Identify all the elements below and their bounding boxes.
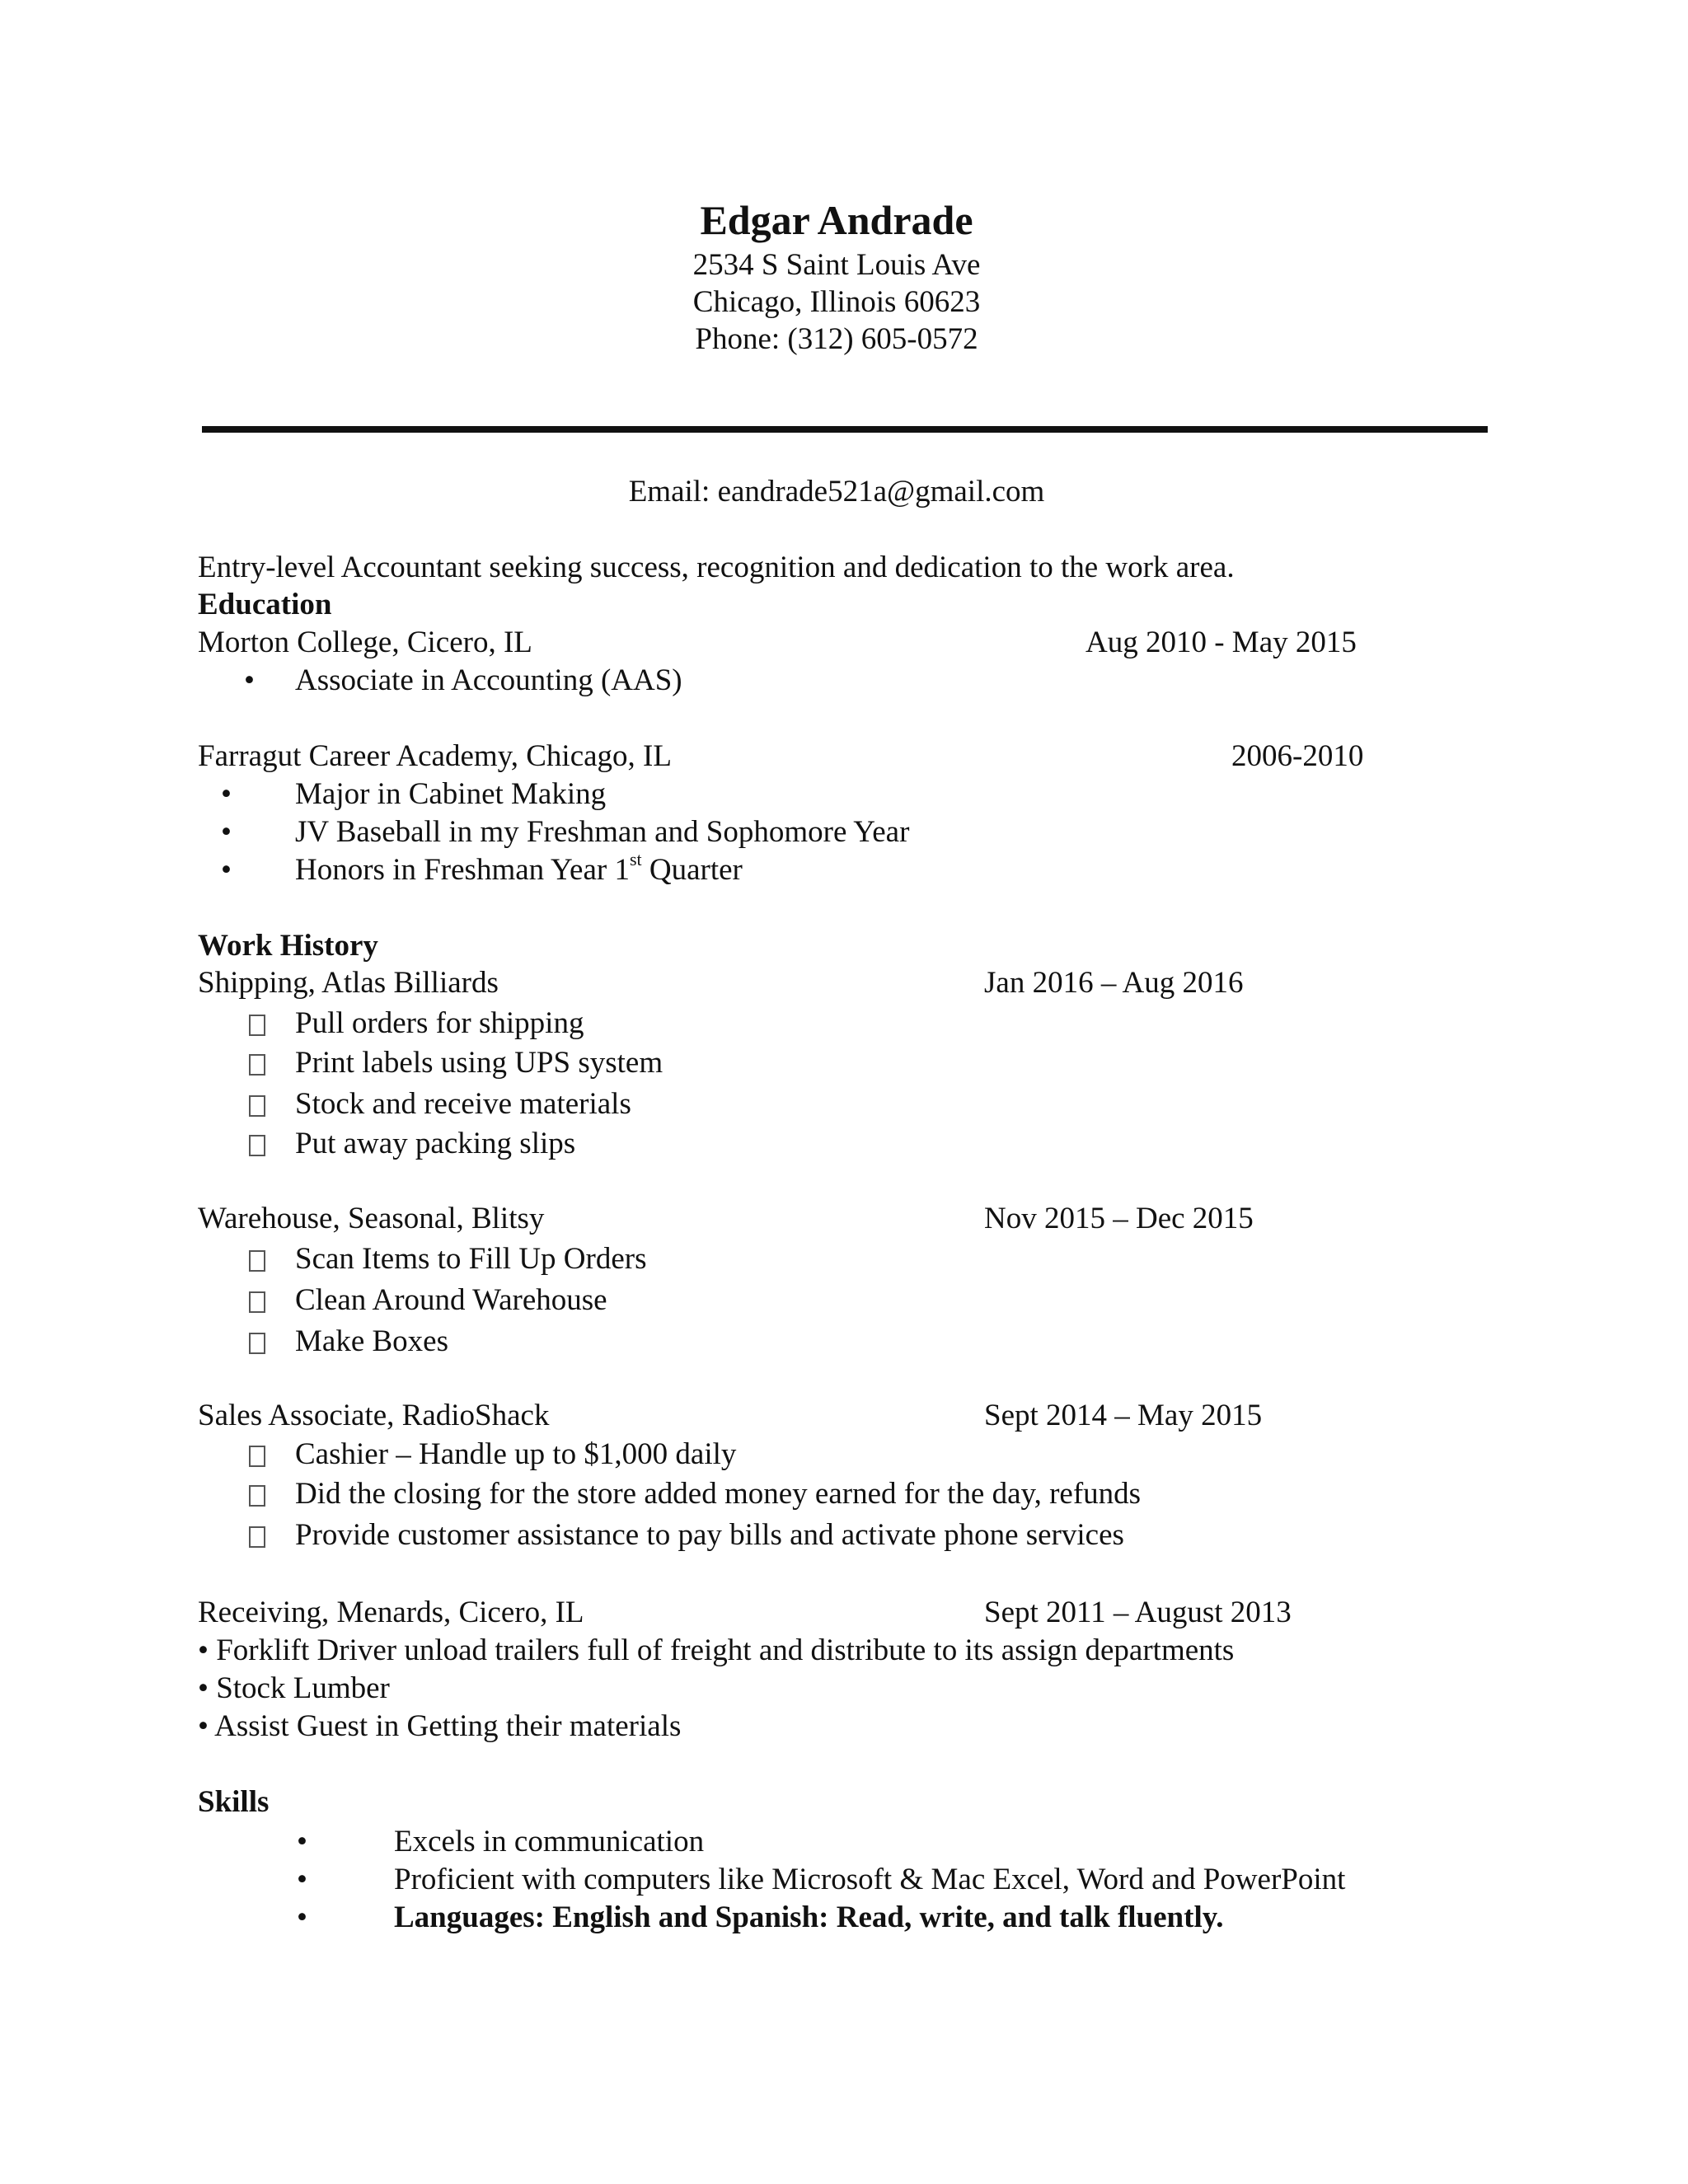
job-bullet: • Assist Guest in Getting their materials: [198, 1709, 682, 1743]
job-bullet: Put away packing slips: [295, 1127, 576, 1160]
checkbox-bullet-icon: [249, 1095, 265, 1117]
job-bullet: Cashier – Handle up to $1,000 daily: [295, 1437, 737, 1471]
skill-item-languages: Languages: English and Spanish: Read, write, and talk fluently.: [394, 1900, 1224, 1934]
education-school: Farragut Career Academy, Chicago, IL: [198, 739, 672, 773]
job-title: Sales Associate, RadioShack: [198, 1399, 550, 1432]
education-school: Morton College, Cicero, IL: [198, 626, 532, 659]
skill-item: Excels in communication: [394, 1825, 705, 1858]
checkbox-bullet-icon: [249, 1333, 265, 1354]
address-line-2: Chicago, Illinois 60623: [692, 285, 981, 319]
bullet-marker: •: [221, 777, 232, 811]
checkbox-bullet-icon: [249, 1526, 265, 1548]
job-title: Receiving, Menards, Cicero, IL: [198, 1596, 584, 1629]
email-address: Email: eandrade521a@gmail.com: [628, 475, 1045, 509]
phone-number: Phone: (312) 605-0572: [695, 322, 978, 356]
job-bullet: Scan Items to Fill Up Orders: [295, 1242, 647, 1276]
checkbox-bullet-icon: [249, 1250, 265, 1272]
applicant-name: Edgar Andrade: [700, 197, 973, 243]
bullet-marker: •: [221, 853, 232, 887]
work-history-heading: Work History: [198, 929, 378, 963]
education-heading: Education: [198, 588, 332, 621]
checkbox-bullet-icon: [249, 1485, 265, 1507]
checkbox-bullet-icon: [249, 1291, 265, 1313]
job-dates: Nov 2015 – Dec 2015: [984, 1202, 1254, 1235]
job-title: Shipping, Atlas Billiards: [198, 966, 499, 1000]
bullet-marker: •: [297, 1863, 307, 1896]
checkbox-bullet-icon: [249, 1446, 265, 1467]
checkbox-bullet-icon: [249, 1054, 265, 1076]
job-bullet: Print labels using UPS system: [295, 1046, 663, 1080]
education-bullet: Major in Cabinet Making: [295, 777, 607, 811]
job-bullet: Stock and receive materials: [295, 1087, 631, 1121]
checkbox-bullet-icon: [249, 1015, 265, 1036]
job-bullet: • Forklift Driver unload trailers full of freight and distribute to its assign departments: [198, 1633, 1235, 1667]
bullet-marker: •: [297, 1900, 307, 1934]
job-bullet: Pull orders for shipping: [295, 1006, 584, 1040]
bullet-marker: •: [244, 663, 255, 697]
skills-heading: Skills: [198, 1785, 270, 1819]
job-bullet: • Stock Lumber: [198, 1671, 390, 1705]
job-dates: Sept 2011 – August 2013: [984, 1596, 1292, 1629]
job-bullet: Did the closing for the store added money earned for the day, refunds: [295, 1477, 1142, 1511]
job-bullet: Clean Around Warehouse: [295, 1283, 607, 1317]
header-divider: [202, 426, 1488, 433]
education-bullet: Associate in Accounting (AAS): [295, 663, 682, 697]
job-bullet: Make Boxes: [295, 1324, 448, 1358]
bullet-marker: •: [221, 815, 232, 849]
education-dates: Aug 2010 - May 2015: [1085, 626, 1357, 659]
address-line-1: 2534 S Saint Louis Ave: [692, 248, 981, 282]
education-dates: 2006-2010: [1231, 739, 1364, 773]
job-bullet: Provide customer assistance to pay bills and activate phone services: [295, 1518, 1124, 1552]
skill-item: Proficient with computers like Microsoft & Mac Excel, Word and PowerPoint: [394, 1863, 1346, 1896]
education-bullet: Honors in Freshman Year 1st Quarter: [295, 849, 743, 887]
job-dates: Jan 2016 – Aug 2016: [984, 966, 1244, 1000]
objective-statement: Entry-level Accountant seeking success, recognition and dedication to the work area.: [198, 551, 1235, 584]
job-dates: Sept 2014 – May 2015: [984, 1399, 1263, 1432]
checkbox-bullet-icon: [249, 1135, 265, 1156]
education-bullet: JV Baseball in my Freshman and Sophomore Year: [295, 815, 910, 849]
bullet-marker: •: [297, 1825, 307, 1858]
job-title: Warehouse, Seasonal, Blitsy: [198, 1202, 545, 1235]
